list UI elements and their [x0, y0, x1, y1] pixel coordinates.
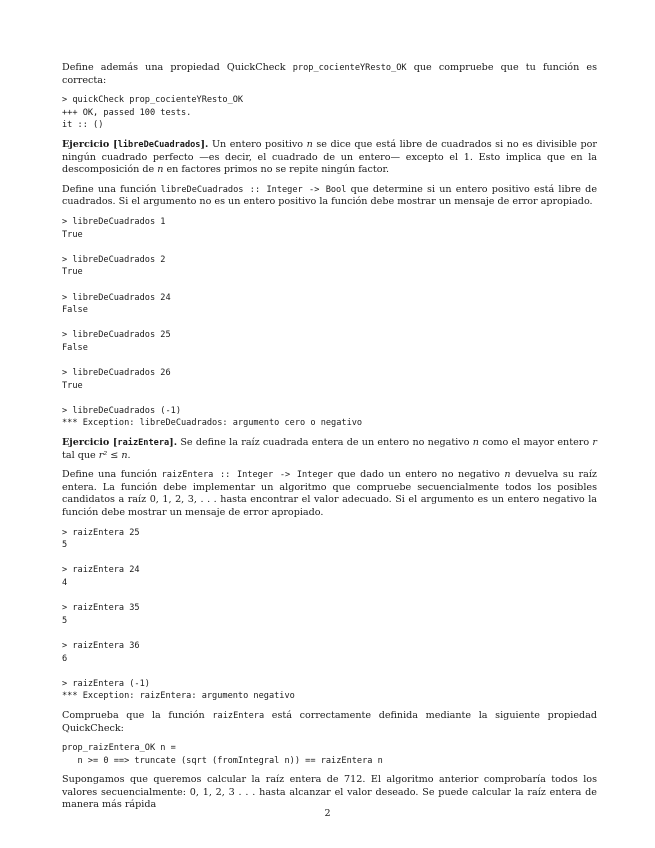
code-example: > libreDeCuadrados 26 True	[62, 368, 171, 391]
math-expression: r² ≤ n	[98, 449, 128, 461]
code-example: > libreDeCuadrados 25 False	[62, 330, 171, 353]
inline-code: raizEntera	[212, 710, 265, 721]
code-example: > libreDeCuadrados 2 True	[62, 254, 166, 278]
quickcheck-output: > quickCheck prop_cocienteYResto_OK +++ OK, passed 100 tests. it :: ()	[62, 95, 244, 131]
type-signature: raizEntera :: Integer -> Integer	[161, 470, 334, 481]
code-example: > raizEntera 25 5	[62, 527, 140, 551]
inline-code: prop_cocienteYResto_OK	[292, 63, 407, 73]
code-example: > libreDeCuadrados 24 False	[62, 292, 171, 316]
math-expression: 0, 1, 2, 3 . . .	[189, 786, 256, 798]
code-example: > libreDeCuadrados 1 True	[62, 216, 166, 240]
raizEntera-examples	[62, 527, 597, 703]
quickcheck-instruction: Comprueba que la función raizEntera está correctamente definida mediante la siguiente propiedad QuickCheck:	[62, 709, 597, 734]
libreDeCuadrados-examples	[62, 216, 597, 430]
code-example: > libreDeCuadrados (-1) *** Exception: libreDeCuadrados: argumento cero o negativo	[62, 405, 363, 429]
exercise-raizEntera: Ejercicio [raizEntera]. Se define la raíz cuadrada entera de un entero no negativo n como el mayor entero r tal que r² ≤ n.	[62, 437, 597, 461]
type-signature: libreDeCuadrados :: Integer -> Bool	[160, 184, 347, 195]
exercise-libreDeCuadrados: Ejercicio [libreDeCuadrados]. Un entero positivo n se dice que está libre de cuadrados si no es divisible por ningún cuadrado perfecto —es decir, el cuadrado de un entero— excepto el 1. Esto implica que en la descomposición de n en factores primos no se repite ningún factor.	[62, 138, 597, 176]
code-example: > raizEntera 35 5	[62, 603, 140, 626]
code-example: > raizEntera 36 6	[62, 640, 140, 664]
code-example: > raizEntera (-1) *** Exception: raizEntera: argumento negativo	[62, 678, 295, 702]
closing-paragraph: Supongamos que queremos calcular la raíz entera de 712. El algoritmo anterior comprobaría todos los valores secuencialmente: 0, 1, 2, 3 . . . hasta alcanzar el valor deseado. Se puede calcular la raíz entera de manera más rápida	[62, 774, 597, 811]
math-expression: 0, 1, 2, 3, . . .	[149, 494, 217, 506]
property-code: prop_raizEntera_OK n = n >= 0 ==> truncate (sqrt (fromIntegral n)) == raizEntera n	[62, 743, 383, 766]
page-number: 2	[324, 808, 331, 819]
code-example: > raizEntera 24 4	[62, 565, 140, 588]
document-page	[62, 62, 597, 819]
intro-paragraph: Define además una propiedad QuickCheck prop_cocienteYResto_OK que compruebe que tu función es correcta:	[62, 62, 597, 86]
libreDeCuadrados-spec: Define una función libreDeCuadrados :: Integer -> Bool que determine si un entero positivo está libre de cuadrados. Si el argumento no es un entero positivo la función debe mostrar un mensaje de error apropiado.	[62, 183, 597, 208]
raizEntera-spec: Define una función raizEntera :: Integer -> Integer que dado un entero no negativo n devuelva su raíz entera. La función debe implementar un algoritmo que compruebe secuencialmente todos los posibles candidatos a raíz 0, 1, 2, 3, . . . hasta encontrar el valor adecuado. Si el argumento es un entero negativo la función debe mostrar un mensaje de error apropiado.	[62, 469, 597, 518]
